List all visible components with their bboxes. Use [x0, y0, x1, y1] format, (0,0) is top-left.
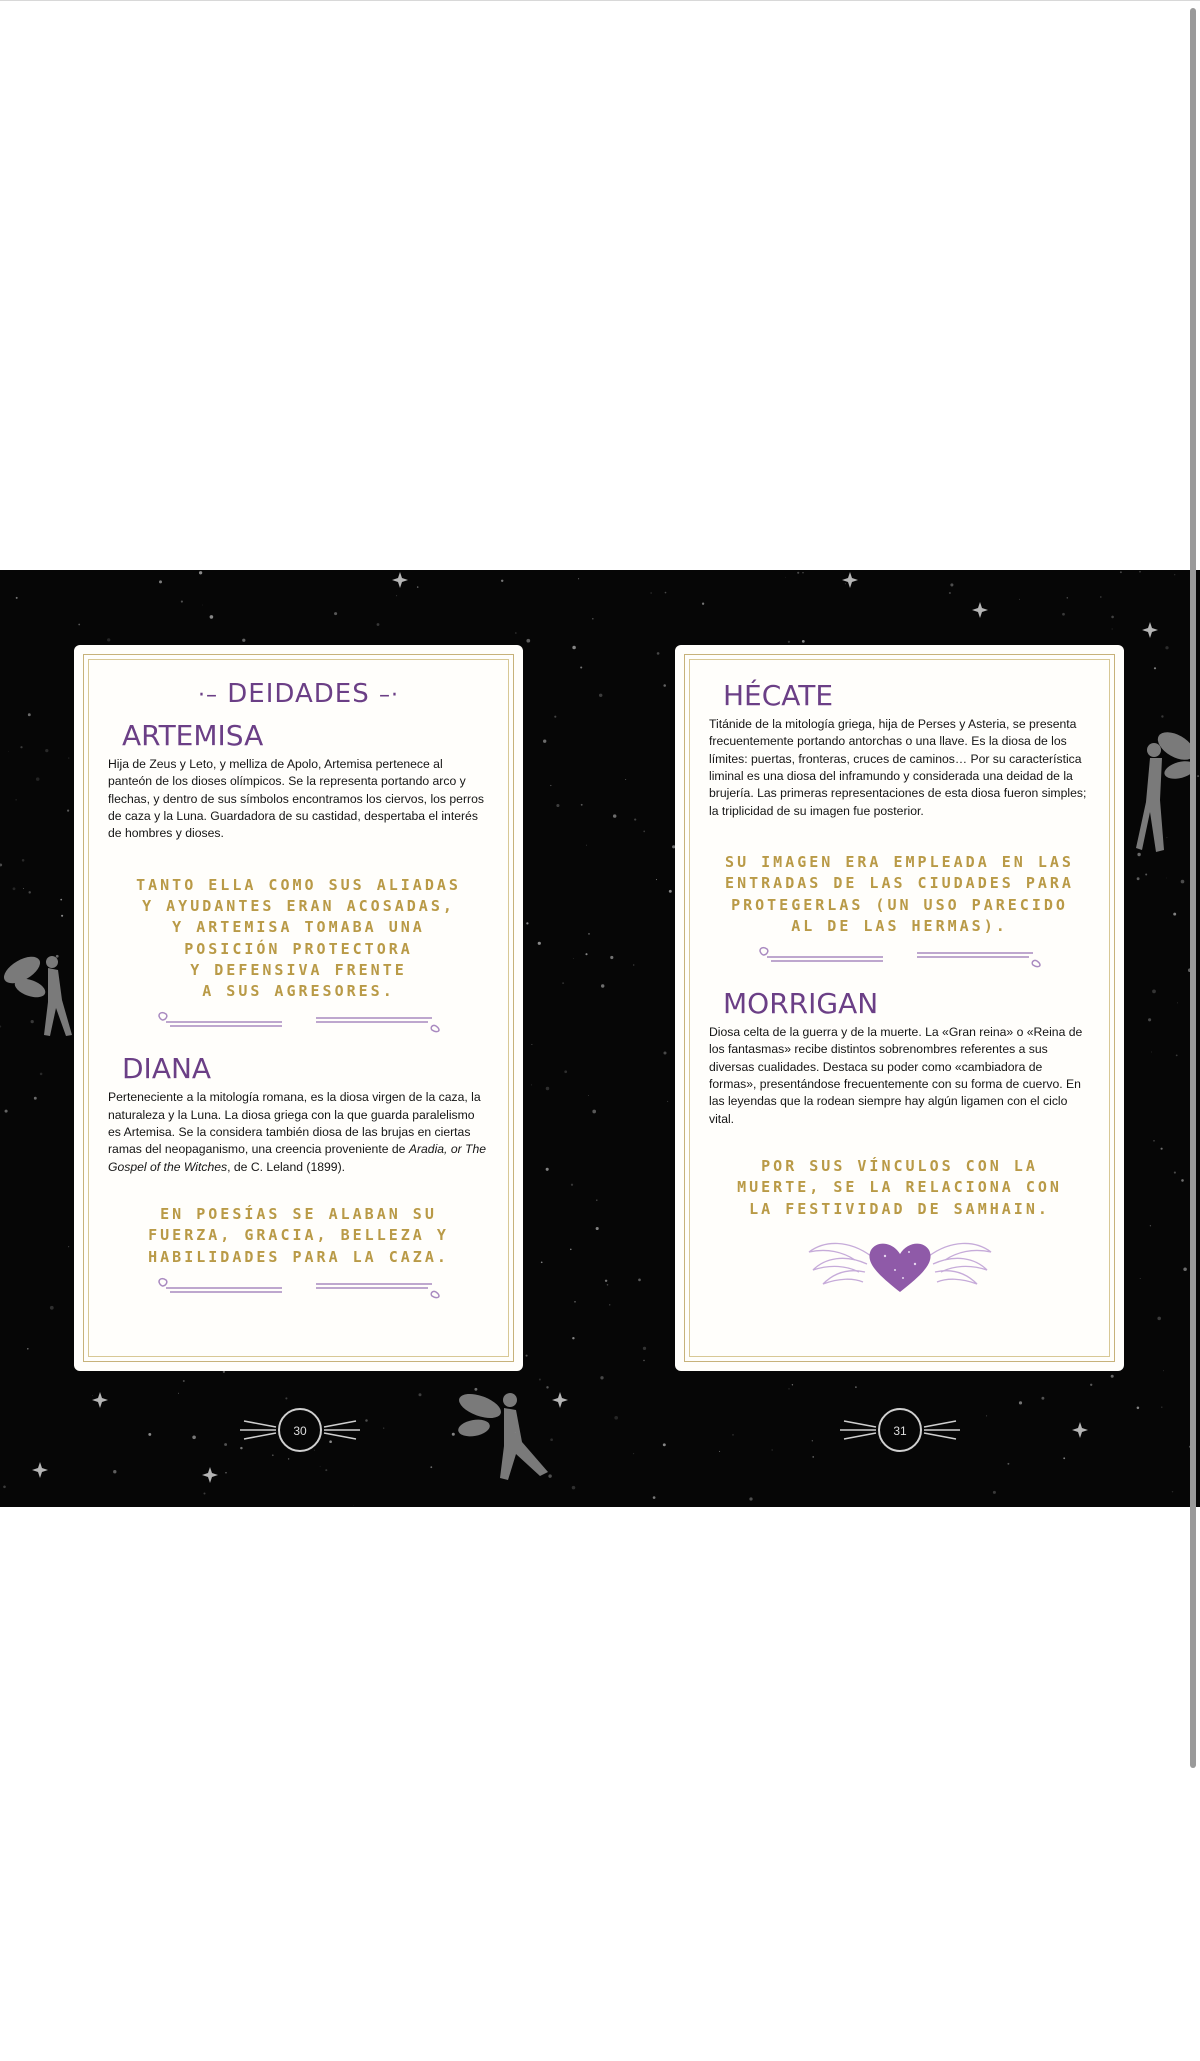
star-dot [669, 890, 672, 893]
star-dot [67, 810, 69, 812]
star-icon [1142, 622, 1158, 638]
star-dot [656, 879, 657, 880]
star-dot [663, 1443, 666, 1446]
star-dot [16, 597, 18, 599]
star-dot [599, 694, 602, 697]
star-dot [113, 1470, 116, 1473]
star-dot [314, 1450, 315, 1451]
star-dot [34, 1097, 37, 1100]
star-dot [609, 1304, 610, 1305]
star-dot [242, 639, 245, 642]
star-dot [643, 1347, 646, 1350]
star-dot [1019, 1401, 1022, 1404]
star-dot [949, 592, 951, 594]
star-dot [531, 1044, 532, 1045]
scroll-divider-icon [154, 1274, 444, 1300]
star-dot [1150, 1225, 1151, 1226]
star-dot [653, 1496, 656, 1499]
hecate-heading: HÉCATE [723, 679, 834, 712]
page-number-right: 31 [878, 1408, 922, 1452]
star-icon [392, 572, 408, 588]
star-dot [181, 601, 183, 603]
star-dot [633, 1453, 634, 1454]
star-dot [588, 933, 590, 935]
star-dot [68, 758, 69, 759]
star-dot [1063, 1457, 1065, 1459]
star-dot [1140, 1278, 1141, 1279]
star-dot [1177, 1003, 1178, 1004]
star-dot [325, 1469, 327, 1471]
star-dot [665, 592, 667, 594]
star-dot [607, 1284, 609, 1286]
star-dot [1161, 715, 1163, 717]
star-dot [1090, 1384, 1092, 1386]
star-dot [353, 1505, 354, 1506]
star-dot [812, 1456, 814, 1458]
star-dot [515, 633, 516, 634]
star-dot [625, 779, 626, 780]
star-dot [199, 571, 202, 574]
star-dot [610, 956, 613, 959]
star-dot [1139, 571, 1141, 573]
star-dot [667, 1101, 668, 1102]
star-dot [732, 1434, 733, 1435]
star-dot [562, 982, 564, 984]
star-dot [993, 1491, 996, 1494]
star-dot [224, 1443, 227, 1446]
star-dot [320, 1466, 321, 1467]
star-dot [657, 652, 660, 655]
left-page-content [108, 679, 489, 1318]
star-dot [1100, 596, 1102, 598]
ornament-icon: ·– [198, 683, 219, 708]
star-dot [1067, 597, 1068, 598]
star-dot [812, 1440, 813, 1441]
diana-heading: DIANA [122, 1052, 212, 1086]
star-dot [28, 713, 31, 716]
star-dot [578, 578, 579, 579]
star-dot [1111, 616, 1114, 619]
star-dot [543, 740, 546, 743]
star-dot [845, 583, 846, 584]
star-dot [538, 942, 541, 945]
star-dot [596, 1227, 599, 1230]
star-icon [32, 1462, 48, 1478]
star-dot [1174, 1172, 1176, 1174]
hecate-body: Titánide de la mitología griega, hija de Perses y Asteria, se presenta frecuentemente portando antorchas o una llave. Es la diosa de los límites: puertas, fronteras, cruces de caminos… Por su característica liminal es una diosa del inframundo y considerada una deidad de la brujería. Las primeras representaciones de esta diosa fueron simples; la triplicidad de su imagen fue posterior. [709, 717, 1087, 818]
star-dot [192, 1436, 196, 1440]
star-dot [377, 623, 380, 626]
book-spread [0, 570, 1200, 1507]
star-dot [855, 1386, 857, 1388]
star-dot [1062, 613, 1065, 616]
star-dot [202, 605, 203, 606]
section-title: ·– DEIDADES –· [198, 679, 399, 709]
star-dot [605, 1280, 607, 1282]
star-dot [23, 888, 24, 889]
star-dot [5, 1110, 8, 1113]
right-page-content [709, 679, 1090, 1298]
star-dot [3, 1486, 6, 1489]
star-dot [1148, 1018, 1151, 1021]
star-dot [1007, 1463, 1009, 1465]
star-dot [702, 603, 704, 605]
star-dot [573, 958, 574, 959]
star-dot [210, 615, 214, 619]
star-dot [1111, 1375, 1114, 1378]
star-dot [334, 612, 337, 615]
star-dot [1145, 874, 1147, 876]
star-dot [600, 1376, 603, 1379]
morrigan-quote: POR SUS VÍNCULOS CON LA MUERTE, SE LA RELACIONA CON LA FESTIVIDAD DE SAMHAIN. [737, 1157, 1062, 1218]
star-dot [68, 1246, 69, 1247]
star-dot [1161, 1148, 1163, 1150]
fairy-silhouette-icon [1120, 720, 1200, 870]
morrigan-heading: MORRIGAN [723, 987, 879, 1021]
star-dot [8, 751, 9, 752]
winged-heart-icon [805, 1226, 995, 1298]
star-dot [574, 1301, 576, 1303]
star-dot [148, 1433, 151, 1436]
star-dot [950, 583, 953, 586]
star-dot [788, 1388, 789, 1389]
star-dot [531, 1085, 532, 1086]
star-dot [383, 1427, 384, 1428]
star-dot [634, 819, 636, 821]
star-dot [785, 577, 786, 578]
artemisa-heading: ARTEMISA [122, 719, 264, 752]
star-dot [61, 915, 63, 917]
star-dot [417, 586, 418, 587]
star-dot [570, 1249, 571, 1250]
star-dot [419, 1393, 422, 1396]
star-dot [772, 1450, 773, 1451]
star-dot [159, 580, 162, 583]
star-dot [60, 899, 62, 901]
star-dot [0, 863, 2, 866]
star-icon [972, 602, 988, 618]
star-dot [183, 1380, 185, 1382]
star-dot [592, 618, 594, 620]
star-dot [554, 716, 556, 718]
star-dot [36, 777, 40, 781]
star-dot [1137, 1407, 1140, 1410]
star-dot [526, 1355, 528, 1357]
right-page [675, 645, 1124, 1371]
star-dot [651, 592, 652, 593]
star-dot [285, 1397, 287, 1399]
diana-body: Perteneciente a la mitología romana, es la diosa virgen de la caza, la naturaleza y la Luna. La diosa griega con la que guarda paralelismo es Artemisa. Se la considera también diosa de las brujas en ciertas ramas del neopaganismo, una creencia proveniente de Aradia, or The Gospel of the Witches, de C. Leland (1899). [108, 1090, 487, 1174]
star-dot [1163, 1371, 1164, 1372]
star-dot [633, 965, 634, 966]
star-dot [501, 580, 503, 582]
star-dot [792, 1384, 793, 1385]
scroll-divider-icon [154, 1008, 444, 1034]
star-dot [1153, 1140, 1155, 1142]
star-dot [643, 1360, 644, 1361]
star-dot [1165, 646, 1168, 649]
hecate-quote: SU IMAGEN ERA EMPLEADA EN LAS ENTRADAS DE LAS CIUDADES PARA PROTEGERLAS (UN USO PARECIDO AL DE LAS HERMAS). [725, 852, 1074, 935]
star-dot [45, 749, 48, 752]
star-dot [1154, 667, 1156, 669]
star-dot [1181, 1179, 1184, 1182]
scroll-divider-icon [755, 943, 1045, 969]
star-dot [802, 572, 803, 573]
star-dot [272, 1454, 274, 1456]
star-dot [1137, 877, 1140, 880]
star-dot [1172, 1491, 1173, 1492]
fairy-silhouette-icon [452, 1380, 562, 1490]
star-dot [613, 814, 616, 817]
star-dot [1041, 1397, 1044, 1400]
star-dot [203, 1492, 205, 1494]
morrigan-body: Diosa celta de la guerra y de la muerte. La «Gran reina» o «Reina de los fantasmas» recibe distintos sobrenombres referentes a sus diversas cualidades. Destaca su poder como «cambiadora de formas», presentándose frecuentemente con su forma de cuervo. En las leyendas que la rodean siempre hay algún ligamen con el ciclo vital. [709, 1025, 1083, 1126]
star-dot [585, 953, 587, 955]
page-number-left: 30 [278, 1408, 322, 1452]
star-dot [20, 746, 22, 748]
star-dot [28, 891, 30, 893]
star-dot [1112, 629, 1113, 630]
star-dot [1019, 599, 1020, 600]
star-dot [643, 831, 645, 833]
ornament-icon: –· [378, 683, 399, 708]
star-dot [596, 1199, 597, 1200]
star-dot [223, 1371, 225, 1373]
star-dot [638, 1279, 641, 1282]
star-dot [586, 845, 587, 846]
star-dot [663, 1051, 666, 1054]
star-dot [1176, 1055, 1178, 1057]
star-icon [1072, 1422, 1088, 1438]
star-dot [986, 1415, 987, 1416]
star-dot [601, 984, 604, 987]
star-dot [396, 595, 397, 596]
star-dot [663, 684, 666, 687]
star-icon [842, 572, 858, 588]
star-dot [802, 640, 805, 643]
star-dot [572, 1486, 576, 1490]
top-border [0, 0, 1200, 1]
star-dot [430, 1466, 432, 1468]
star-dot [1152, 990, 1156, 994]
star-dot [588, 1095, 589, 1096]
star-dot [16, 799, 17, 800]
star-icon [202, 1467, 218, 1483]
star-dot [580, 666, 582, 668]
star-dot [571, 1184, 573, 1186]
star-dot [365, 1419, 368, 1422]
star-dot [1161, 1407, 1162, 1408]
star-dot [546, 1168, 549, 1171]
star-dot [13, 887, 16, 890]
diana-quote: EN POESÍAS SE ALABAN SU FUERZA, GRACIA, BELLEZA Y HABILIDADES PARA LA CAZA. [148, 1205, 449, 1266]
star-dot [788, 641, 790, 643]
star-dot [749, 1497, 752, 1500]
star-dot [40, 1073, 43, 1076]
star-dot [225, 1472, 226, 1473]
star-dot [22, 859, 25, 862]
star-dot [526, 639, 530, 643]
star-icon [92, 1392, 108, 1408]
star-dot [526, 922, 528, 924]
star-dot [178, 1393, 179, 1394]
star-dot [581, 804, 583, 806]
star-dot [288, 1458, 289, 1459]
star-dot [78, 624, 80, 626]
star-dot [572, 1337, 574, 1339]
star-dot [240, 1447, 242, 1449]
star-dot [92, 1395, 93, 1396]
star-dot [107, 638, 110, 641]
star-dot [1173, 913, 1176, 916]
star-dot [1181, 880, 1185, 884]
star-dot [1120, 571, 1122, 573]
star-dot [546, 1087, 549, 1090]
star-dot [550, 785, 551, 786]
artemisa-quote: TANTO ELLA COMO SUS ALIADAS Y AYUDANTES ERAN ACOSADAS, Y ARTEMISA TOMABA UNA POSICIÓN PROTECTORA Y DEFENSIVA FRENTE A SUS AGRESORES. [136, 875, 461, 1001]
left-page [74, 645, 523, 1371]
star-dot [541, 1261, 543, 1263]
star-dot [614, 1416, 618, 1420]
star-dot [1151, 1052, 1152, 1053]
star-dot [1174, 574, 1175, 575]
star-dot [1183, 1267, 1187, 1271]
star-dot [572, 646, 576, 650]
star-dot [50, 1306, 54, 1310]
star-dot [27, 1348, 29, 1350]
star-dot [556, 804, 559, 807]
star-dot [1157, 1317, 1161, 1321]
star-dot [592, 1110, 596, 1114]
star-dot [797, 572, 799, 574]
artemisa-body: Hija de Zeus y Leto, y melliza de Apolo, Artemisa pertenece al panteón de los dioses olímpicos. Se la representa portando arco y flechas, y dentro de sus símbolos encontramos los ciervos, los perros de caza y la Luna. Guardadora de su castidad, despertaba el interés de hombres y dioses. [108, 757, 484, 841]
star-dot [564, 1070, 567, 1073]
star-dot [719, 1451, 720, 1452]
star-dot [1166, 878, 1167, 879]
scrollbar[interactable] [1190, 8, 1196, 1768]
